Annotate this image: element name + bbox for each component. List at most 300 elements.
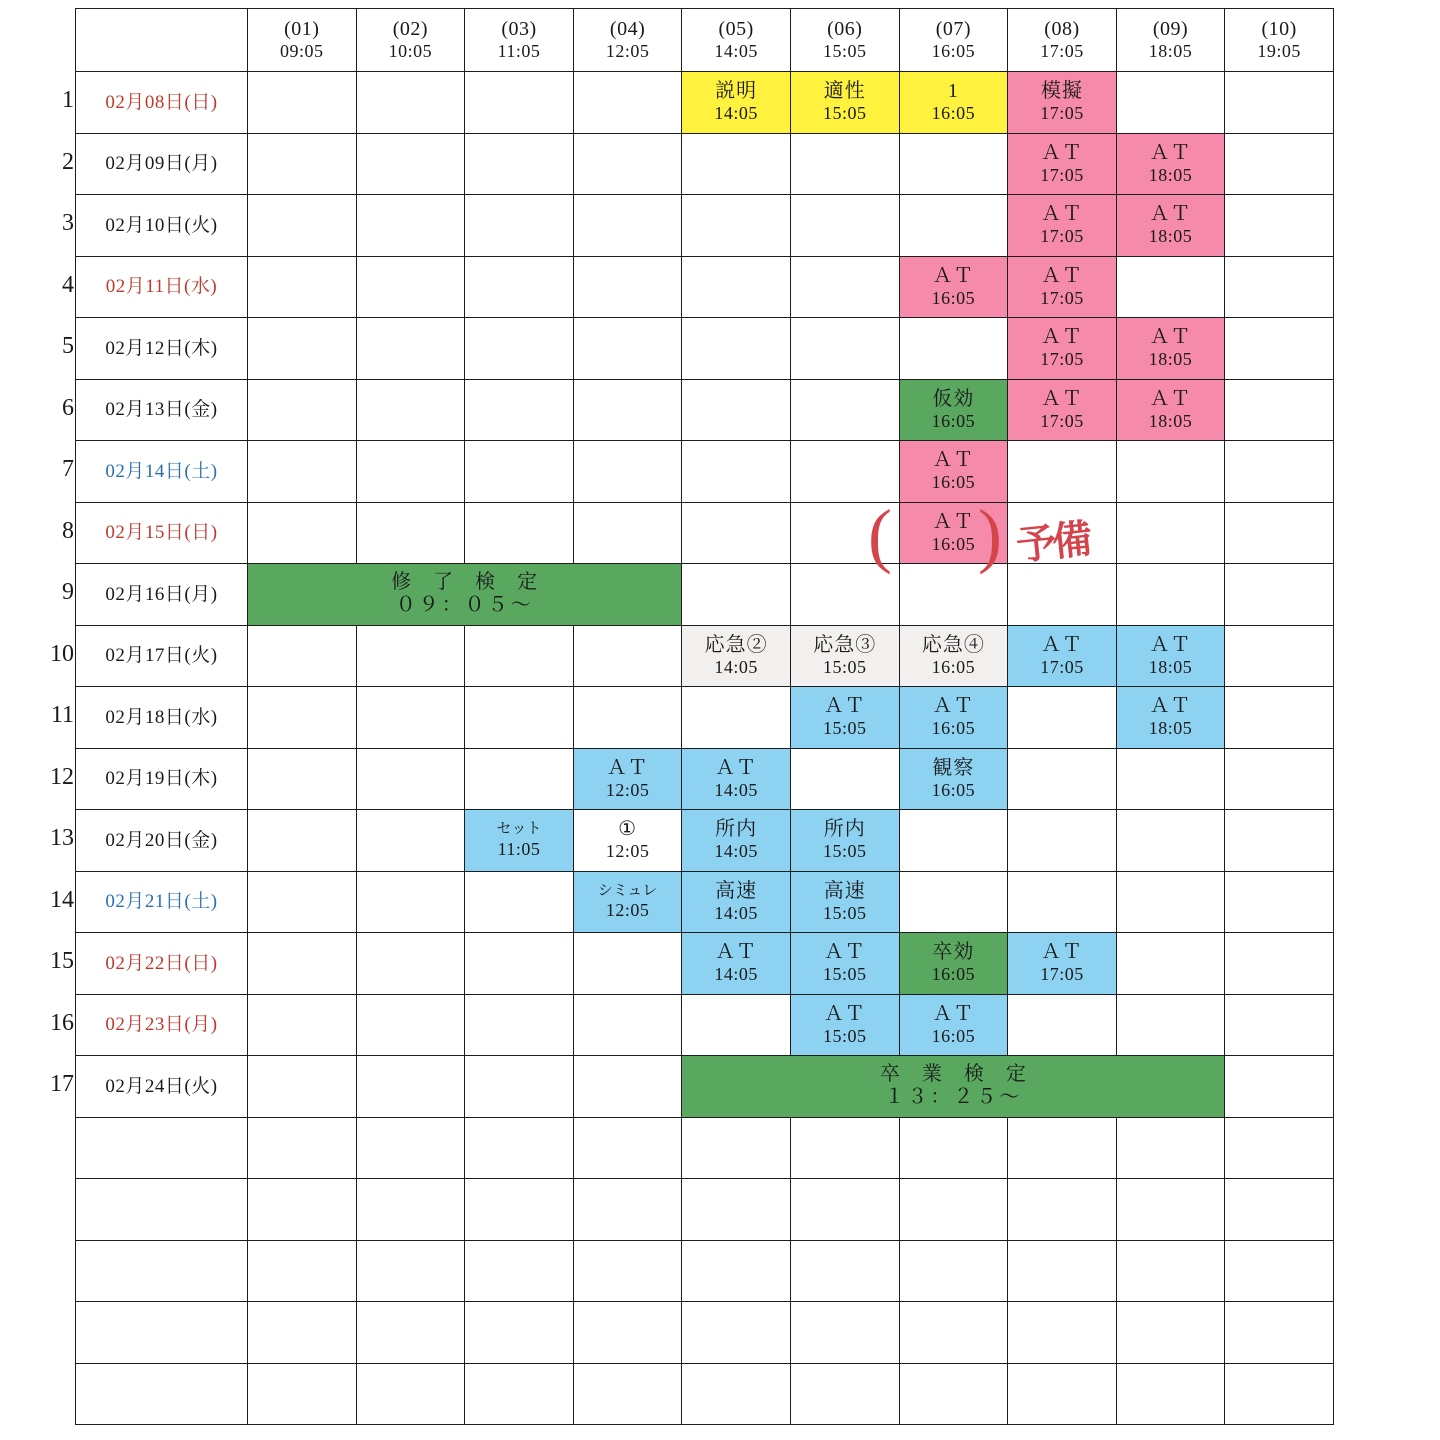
- empty-cell[interactable]: [356, 810, 465, 872]
- event-cell[interactable]: [1116, 687, 1225, 749]
- table-row: [76, 256, 1334, 318]
- column-header-time: 10:05: [388, 41, 433, 62]
- empty-cell[interactable]: [682, 1240, 791, 1302]
- empty-cell[interactable]: [465, 933, 574, 995]
- empty-cell[interactable]: [356, 1302, 465, 1364]
- empty-cell[interactable]: [1008, 810, 1117, 872]
- empty-cell[interactable]: [790, 1179, 899, 1241]
- event-cell[interactable]: [790, 933, 899, 995]
- empty-cell[interactable]: [356, 933, 465, 995]
- date-cell: 02月18日(水): [76, 687, 248, 749]
- empty-cell[interactable]: [573, 1179, 682, 1241]
- column-header-time: 16:05: [931, 41, 976, 62]
- event-time: 17:05: [1040, 287, 1084, 308]
- empty-cell[interactable]: [1116, 1302, 1225, 1364]
- row-number: 16: [50, 1009, 74, 1036]
- event-label: 所内: [715, 818, 758, 841]
- column-header-index: (04): [609, 17, 646, 40]
- empty-cell[interactable]: [465, 441, 574, 503]
- empty-cell[interactable]: [1225, 1056, 1334, 1118]
- date-cell: 02月17日(火): [76, 625, 248, 687]
- table-row: [76, 994, 1334, 1056]
- event-cell[interactable]: [1008, 133, 1117, 195]
- empty-cell[interactable]: [465, 1179, 574, 1241]
- event-cell[interactable]: [790, 871, 899, 933]
- event-label: セット: [496, 821, 542, 838]
- table-row: [76, 502, 1334, 564]
- empty-cell[interactable]: [1225, 1240, 1334, 1302]
- empty-cell[interactable]: [465, 133, 574, 195]
- empty-cell[interactable]: [1225, 748, 1334, 810]
- empty-cell[interactable]: [1225, 687, 1334, 749]
- empty-cell[interactable]: [248, 1179, 357, 1241]
- event-cell[interactable]: [899, 379, 1008, 441]
- event-cell[interactable]: [899, 502, 1008, 564]
- event-cell[interactable]: [1008, 933, 1117, 995]
- column-header-index: (08): [1044, 17, 1080, 40]
- empty-cell[interactable]: [573, 625, 682, 687]
- empty-cell[interactable]: [573, 1056, 682, 1118]
- empty-cell[interactable]: [248, 1363, 357, 1425]
- empty-cell[interactable]: [356, 994, 465, 1056]
- empty-cell[interactable]: [1008, 1240, 1117, 1302]
- empty-cell[interactable]: [248, 195, 357, 257]
- empty-cell[interactable]: [1008, 1302, 1117, 1364]
- empty-cell[interactable]: [573, 72, 682, 134]
- empty-cell[interactable]: [1116, 1179, 1225, 1241]
- event-cell[interactable]: [899, 72, 1008, 134]
- empty-cell[interactable]: [465, 1240, 574, 1302]
- empty-cell[interactable]: [1008, 502, 1117, 564]
- empty-cell[interactable]: [790, 133, 899, 195]
- empty-cell[interactable]: [899, 810, 1008, 872]
- event-cell[interactable]: [1008, 195, 1117, 257]
- event-cell[interactable]: [682, 933, 791, 995]
- empty-cell[interactable]: [682, 1302, 791, 1364]
- event-time: 16:05: [931, 718, 976, 739]
- empty-cell[interactable]: [356, 441, 465, 503]
- empty-cell[interactable]: [356, 72, 465, 134]
- empty-cell[interactable]: [465, 256, 574, 318]
- event-time: 17:05: [1040, 164, 1084, 185]
- event-cell[interactable]: [1008, 318, 1117, 380]
- column-header-1: [248, 9, 357, 72]
- event-cell[interactable]: [682, 625, 791, 687]
- event-label: 応急②: [704, 633, 768, 656]
- empty-cell[interactable]: [682, 994, 791, 1056]
- empty-cell[interactable]: [1008, 1117, 1117, 1179]
- empty-cell[interactable]: [573, 318, 682, 380]
- merged-event-cell[interactable]: [248, 564, 682, 626]
- header-corner: [76, 9, 248, 72]
- empty-cell[interactable]: [1225, 871, 1334, 933]
- empty-cell[interactable]: [356, 1117, 465, 1179]
- empty-cell[interactable]: [682, 133, 791, 195]
- row-number: 1: [62, 87, 74, 113]
- event-time: 17:05: [1040, 103, 1084, 124]
- table-row: [76, 810, 1334, 872]
- empty-cell[interactable]: [465, 994, 574, 1056]
- event-time: 14:05: [714, 841, 758, 862]
- empty-cell[interactable]: [248, 1056, 357, 1118]
- event-time: 15:05: [823, 656, 867, 677]
- empty-cell[interactable]: [682, 502, 791, 564]
- event-label: ＡＴ: [1040, 141, 1083, 164]
- empty-cell[interactable]: [248, 748, 357, 810]
- event-cell[interactable]: [899, 441, 1008, 503]
- empty-cell[interactable]: [790, 1240, 899, 1302]
- empty-cell[interactable]: [248, 810, 357, 872]
- event-label: ＡＴ: [1040, 203, 1083, 226]
- empty-cell[interactable]: [248, 1240, 357, 1302]
- empty-cell[interactable]: [1225, 441, 1334, 503]
- empty-cell[interactable]: [356, 1179, 465, 1241]
- empty-cell[interactable]: [356, 256, 465, 318]
- empty-cell[interactable]: [1225, 625, 1334, 687]
- empty-cell[interactable]: [1225, 318, 1334, 380]
- empty-cell[interactable]: [790, 256, 899, 318]
- event-time: 14:05: [714, 902, 758, 923]
- empty-cell[interactable]: [790, 441, 899, 503]
- event-cell[interactable]: [1116, 133, 1225, 195]
- empty-cell[interactable]: [356, 195, 465, 257]
- empty-cell[interactable]: [1116, 1363, 1225, 1425]
- empty-cell[interactable]: [682, 564, 791, 626]
- empty-cell[interactable]: [465, 1117, 574, 1179]
- empty-cell[interactable]: [1116, 994, 1225, 1056]
- empty-cell[interactable]: [899, 564, 1008, 626]
- empty-cell[interactable]: [248, 687, 357, 749]
- empty-cell[interactable]: [899, 871, 1008, 933]
- row-number: 10: [50, 640, 74, 667]
- column-header-time: 09:05: [280, 41, 324, 62]
- empty-cell[interactable]: [1008, 564, 1117, 626]
- date-cell: 02月23日(月): [76, 994, 248, 1056]
- event-time: 12:05: [605, 900, 650, 921]
- empty-cell[interactable]: [682, 441, 791, 503]
- empty-cell[interactable]: [899, 1363, 1008, 1425]
- empty-cell[interactable]: [1225, 1363, 1334, 1425]
- empty-cell[interactable]: [465, 687, 574, 749]
- column-header-index: (06): [827, 17, 863, 40]
- event-cell[interactable]: [790, 72, 899, 134]
- date-cell: [76, 1302, 248, 1364]
- event-cell[interactable]: [899, 687, 1008, 749]
- event-cell[interactable]: [573, 748, 682, 810]
- date-cell: 02月15日(日): [76, 502, 248, 564]
- event-cell[interactable]: [899, 256, 1008, 318]
- empty-cell[interactable]: [356, 133, 465, 195]
- empty-cell[interactable]: [465, 1302, 574, 1364]
- empty-cell[interactable]: [465, 871, 574, 933]
- column-header-time: 11:05: [497, 41, 541, 62]
- empty-cell[interactable]: [573, 687, 682, 749]
- empty-cell[interactable]: [790, 502, 899, 564]
- empty-cell[interactable]: [682, 687, 791, 749]
- event-cell[interactable]: [1116, 195, 1225, 257]
- empty-cell[interactable]: [248, 625, 357, 687]
- empty-cell[interactable]: [1225, 1117, 1334, 1179]
- event-time: 12:05: [605, 779, 650, 800]
- empty-cell[interactable]: [356, 1240, 465, 1302]
- row-number: 15: [50, 948, 74, 974]
- empty-cell[interactable]: [1116, 441, 1225, 503]
- event-label: ＡＴ: [1040, 387, 1083, 410]
- empty-cell[interactable]: [1116, 72, 1225, 134]
- empty-cell[interactable]: [899, 1117, 1008, 1179]
- row-number: 13: [50, 825, 74, 851]
- event-cell[interactable]: [1008, 256, 1117, 318]
- event-label: ＡＴ: [1149, 633, 1192, 656]
- event-cell[interactable]: [1116, 379, 1225, 441]
- empty-cell[interactable]: [1225, 933, 1334, 995]
- empty-cell[interactable]: [682, 1363, 791, 1425]
- empty-cell[interactable]: [573, 1302, 682, 1364]
- merged-event-cell[interactable]: [682, 1056, 1225, 1118]
- empty-cell[interactable]: [573, 1363, 682, 1425]
- empty-cell[interactable]: [790, 748, 899, 810]
- row-number: [40, 1177, 74, 1239]
- empty-cell[interactable]: [1225, 195, 1334, 257]
- date-cell: 02月22日(日): [76, 933, 248, 995]
- empty-cell[interactable]: [899, 195, 1008, 257]
- event-cell[interactable]: [790, 687, 899, 749]
- empty-cell[interactable]: [1008, 441, 1117, 503]
- event-label: ＡＴ: [1040, 326, 1083, 349]
- event-time: 16:05: [931, 103, 976, 124]
- empty-cell[interactable]: [248, 933, 357, 995]
- event-cell[interactable]: [573, 871, 682, 933]
- empty-cell[interactable]: [899, 1179, 1008, 1241]
- empty-cell[interactable]: [1008, 1179, 1117, 1241]
- column-header-time: 17:05: [1040, 41, 1084, 62]
- row-number: 11: [50, 702, 74, 728]
- row-number: 12: [50, 763, 74, 790]
- event-cell[interactable]: [899, 994, 1008, 1056]
- empty-cell[interactable]: [573, 1240, 682, 1302]
- empty-cell[interactable]: [573, 994, 682, 1056]
- table-row: [76, 564, 1334, 626]
- empty-cell[interactable]: [1225, 994, 1334, 1056]
- empty-cell[interactable]: [790, 379, 899, 441]
- empty-cell[interactable]: [356, 871, 465, 933]
- empty-cell[interactable]: [248, 256, 357, 318]
- empty-cell[interactable]: [899, 133, 1008, 195]
- event-time: 18:05: [1148, 656, 1193, 677]
- empty-cell[interactable]: [573, 133, 682, 195]
- empty-cell[interactable]: [682, 379, 791, 441]
- empty-cell[interactable]: [1225, 502, 1334, 564]
- event-cell[interactable]: [573, 810, 682, 872]
- annotation-paren-left: (: [868, 495, 892, 575]
- event-label: 応急③: [813, 633, 877, 656]
- empty-cell[interactable]: [248, 72, 357, 134]
- event-cell[interactable]: [465, 810, 574, 872]
- empty-cell[interactable]: [1116, 256, 1225, 318]
- event-time: 18:05: [1148, 164, 1193, 185]
- empty-cell[interactable]: [248, 1302, 357, 1364]
- event-cell[interactable]: [1008, 379, 1117, 441]
- empty-cell[interactable]: [1225, 379, 1334, 441]
- empty-cell[interactable]: [790, 1117, 899, 1179]
- empty-cell[interactable]: [899, 1302, 1008, 1364]
- empty-cell[interactable]: [790, 1363, 899, 1425]
- row-number: [40, 1116, 74, 1178]
- empty-cell[interactable]: [248, 871, 357, 933]
- empty-cell[interactable]: [465, 195, 574, 257]
- empty-cell[interactable]: [465, 318, 574, 380]
- empty-cell[interactable]: [1008, 1363, 1117, 1425]
- empty-cell[interactable]: [1008, 687, 1117, 749]
- event-label: 所内: [823, 818, 866, 841]
- empty-cell[interactable]: [1116, 1117, 1225, 1179]
- column-header-7: [899, 9, 1008, 72]
- empty-cell[interactable]: [1225, 1179, 1334, 1241]
- table-row: [76, 1302, 1334, 1364]
- event-time: 14:05: [714, 964, 758, 985]
- empty-cell[interactable]: [682, 318, 791, 380]
- event-label: 模擬: [1040, 80, 1083, 103]
- empty-cell[interactable]: [682, 1117, 791, 1179]
- empty-cell[interactable]: [1116, 871, 1225, 933]
- event-time: 15:05: [823, 718, 867, 739]
- empty-cell[interactable]: [248, 1117, 357, 1179]
- empty-cell[interactable]: [682, 1179, 791, 1241]
- empty-cell[interactable]: [1225, 810, 1334, 872]
- table-row: [76, 379, 1334, 441]
- empty-cell[interactable]: [356, 502, 465, 564]
- event-cell[interactable]: [682, 72, 791, 134]
- event-cell[interactable]: [1008, 625, 1117, 687]
- empty-cell[interactable]: [573, 502, 682, 564]
- empty-cell[interactable]: [356, 379, 465, 441]
- empty-cell[interactable]: [1225, 256, 1334, 318]
- empty-cell[interactable]: [790, 1302, 899, 1364]
- row-number: 5: [62, 333, 74, 359]
- empty-cell[interactable]: [1116, 564, 1225, 626]
- event-time: 18:05: [1148, 226, 1193, 247]
- table-row: [76, 1363, 1334, 1425]
- empty-cell[interactable]: [356, 1363, 465, 1425]
- event-cell[interactable]: [682, 748, 791, 810]
- empty-cell[interactable]: [573, 933, 682, 995]
- event-time: 16:05: [931, 1025, 976, 1046]
- column-header-index: (07): [935, 17, 972, 40]
- event-label: ＡＴ: [715, 756, 758, 779]
- empty-cell[interactable]: [356, 748, 465, 810]
- empty-cell[interactable]: [1008, 994, 1117, 1056]
- empty-cell[interactable]: [1116, 1240, 1225, 1302]
- table-row: [76, 133, 1334, 195]
- empty-cell[interactable]: [356, 1056, 465, 1118]
- date-cell: [76, 1179, 248, 1241]
- row-number: 4: [62, 271, 74, 298]
- date-cell: 02月19日(木): [76, 748, 248, 810]
- row-number: 8: [62, 517, 74, 544]
- event-cell[interactable]: [1116, 625, 1225, 687]
- event-cell[interactable]: [899, 748, 1008, 810]
- event-cell[interactable]: [790, 625, 899, 687]
- empty-cell[interactable]: [1225, 564, 1334, 626]
- empty-cell[interactable]: [248, 318, 357, 380]
- event-cell[interactable]: [682, 810, 791, 872]
- event-label: シミュレ: [597, 882, 658, 899]
- date-cell: 02月10日(火): [76, 195, 248, 257]
- empty-cell[interactable]: [682, 195, 791, 257]
- empty-cell[interactable]: [1008, 748, 1117, 810]
- table-row: [76, 748, 1334, 810]
- table-row: [76, 933, 1334, 995]
- empty-cell[interactable]: [790, 564, 899, 626]
- empty-cell[interactable]: [465, 1363, 574, 1425]
- event-time: 15:05: [823, 103, 867, 124]
- event-time: 16:05: [931, 287, 976, 308]
- empty-cell[interactable]: [573, 379, 682, 441]
- empty-cell[interactable]: [1008, 871, 1117, 933]
- empty-cell[interactable]: [356, 318, 465, 380]
- empty-cell[interactable]: [248, 502, 357, 564]
- event-cell[interactable]: [1008, 72, 1117, 134]
- empty-cell[interactable]: [899, 1240, 1008, 1302]
- empty-cell[interactable]: [573, 441, 682, 503]
- empty-cell[interactable]: [573, 256, 682, 318]
- empty-cell[interactable]: [465, 502, 574, 564]
- empty-cell[interactable]: [573, 1117, 682, 1179]
- empty-cell[interactable]: [1116, 748, 1225, 810]
- empty-cell[interactable]: [1116, 502, 1225, 564]
- empty-cell[interactable]: [465, 72, 574, 134]
- empty-cell[interactable]: [790, 318, 899, 380]
- empty-cell[interactable]: [465, 748, 574, 810]
- event-label: ＡＴ: [932, 264, 975, 287]
- empty-cell[interactable]: [899, 318, 1008, 380]
- empty-cell[interactable]: [248, 994, 357, 1056]
- empty-cell[interactable]: [1225, 133, 1334, 195]
- empty-cell[interactable]: [682, 256, 791, 318]
- empty-cell[interactable]: [573, 195, 682, 257]
- empty-cell[interactable]: [356, 687, 465, 749]
- empty-cell[interactable]: [248, 441, 357, 503]
- empty-cell[interactable]: [248, 379, 357, 441]
- event-cell[interactable]: [899, 933, 1008, 995]
- event-cell[interactable]: [682, 871, 791, 933]
- event-cell[interactable]: [1116, 318, 1225, 380]
- column-header-9: [1116, 9, 1225, 72]
- event-label: ＡＴ: [932, 695, 975, 718]
- event-cell[interactable]: [899, 625, 1008, 687]
- event-label: 仮効: [932, 387, 975, 410]
- event-label: ＡＴ: [1149, 203, 1192, 226]
- empty-cell[interactable]: [465, 625, 574, 687]
- event-label: 修 了 検 定: [391, 571, 539, 594]
- empty-cell[interactable]: [465, 1056, 574, 1118]
- empty-cell[interactable]: [1116, 933, 1225, 995]
- schedule-table: [75, 8, 1334, 1425]
- event-cell[interactable]: [790, 994, 899, 1056]
- empty-cell[interactable]: [1225, 1302, 1334, 1364]
- empty-cell[interactable]: [790, 195, 899, 257]
- empty-cell[interactable]: [1225, 72, 1334, 134]
- column-header-index: (05): [718, 17, 754, 40]
- event-label: 応急④: [921, 633, 985, 656]
- event-cell[interactable]: [790, 810, 899, 872]
- empty-cell[interactable]: [248, 133, 357, 195]
- empty-cell[interactable]: [465, 379, 574, 441]
- empty-cell[interactable]: [1116, 810, 1225, 872]
- event-label: ＡＴ: [932, 449, 975, 472]
- empty-cell[interactable]: [356, 625, 465, 687]
- table-row: [76, 1056, 1334, 1118]
